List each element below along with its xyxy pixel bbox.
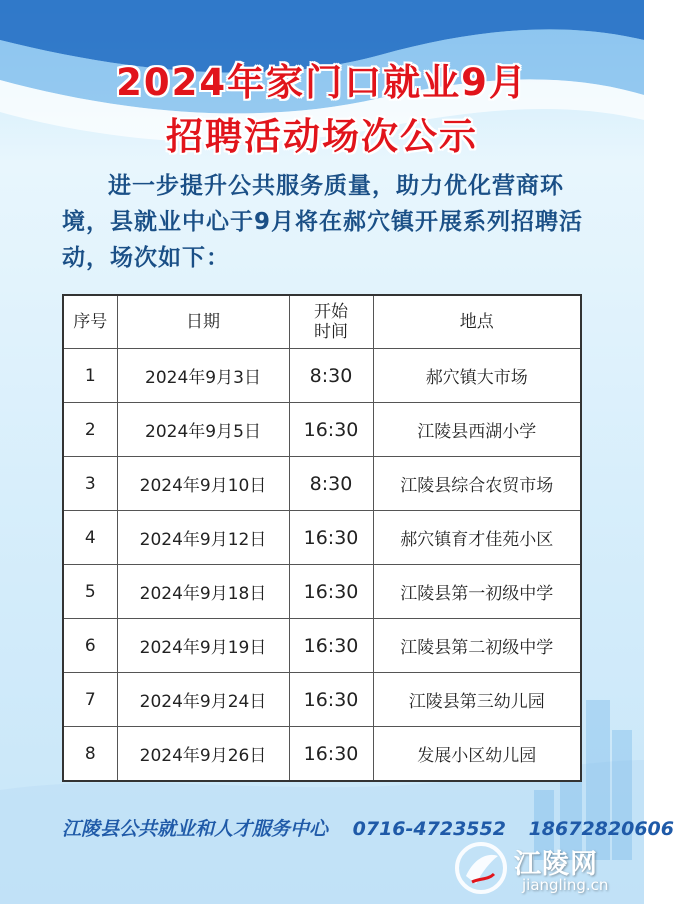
footer-contact <box>62 814 674 841</box>
table-row <box>63 403 581 457</box>
watermark-site-name: 江陵网 <box>514 849 598 880</box>
table-row <box>63 619 581 673</box>
table-row <box>63 511 581 565</box>
footer-phone-landline: 0716-4723552 <box>352 818 506 840</box>
cell-location: 江陵县综合农贸市场 <box>373 457 581 511</box>
header-location: 地点 <box>373 295 581 349</box>
header-index: 序号 <box>63 295 117 349</box>
table-header-row <box>63 295 581 349</box>
cell-location: 郝穴镇育才佳苑小区 <box>373 511 581 565</box>
cell-date: 2024年9月3日 <box>117 349 289 403</box>
cell-index: 8 <box>63 727 117 782</box>
cell-location: 江陵县第二初级中学 <box>373 619 581 673</box>
table-row <box>63 727 581 782</box>
cell-time: 16:30 <box>289 403 373 457</box>
footer-organization: 江陵县公共就业和人才服务中心 <box>62 818 329 840</box>
cell-index: 2 <box>63 403 117 457</box>
jiangling-logo-icon <box>452 838 510 898</box>
cell-date: 2024年9月18日 <box>117 565 289 619</box>
cell-date: 2024年9月24日 <box>117 673 289 727</box>
cell-index: 3 <box>63 457 117 511</box>
header-start-time <box>289 295 373 349</box>
table-row <box>63 565 581 619</box>
cell-date: 2024年9月26日 <box>117 727 289 782</box>
table-row <box>63 673 581 727</box>
cell-date: 2024年9月5日 <box>117 403 289 457</box>
cell-index: 6 <box>63 619 117 673</box>
cell-index: 1 <box>63 349 117 403</box>
site-watermark <box>452 838 640 900</box>
cell-time: 16:30 <box>289 565 373 619</box>
table-row <box>63 349 581 403</box>
cell-time: 16:30 <box>289 511 373 565</box>
header-start-time-line2: 时间 <box>314 322 348 342</box>
schedule-table <box>62 294 582 782</box>
cell-time: 16:30 <box>289 619 373 673</box>
cell-time: 8:30 <box>289 457 373 511</box>
header-date: 日期 <box>117 295 289 349</box>
cell-location: 发展小区幼儿园 <box>373 727 581 782</box>
cell-location: 江陵县西湖小学 <box>373 403 581 457</box>
watermark-domain: jiangling.cn <box>522 876 609 894</box>
cell-date: 2024年9月19日 <box>117 619 289 673</box>
intro-paragraph: 进一步提升公共服务质量，助力优化营商环境，县就业中心于9月将在郝穴镇开展系列招聘活动，场次如下： <box>62 173 584 271</box>
footer-phone-mobile: 18672820606 <box>528 818 674 840</box>
page-title-line-1: 2024年家门口就业9月 <box>116 61 528 104</box>
cell-time: 8:30 <box>289 349 373 403</box>
cell-date: 2024年9月12日 <box>117 511 289 565</box>
cell-index: 5 <box>63 565 117 619</box>
header-start-time-line1: 开始 <box>314 302 348 322</box>
cell-date: 2024年9月10日 <box>117 457 289 511</box>
page-title-line-2: 招聘活动场次公示 <box>166 115 478 158</box>
cell-index: 7 <box>63 673 117 727</box>
cell-location: 江陵县第一初级中学 <box>373 565 581 619</box>
cell-time: 16:30 <box>289 673 373 727</box>
table-row <box>63 457 581 511</box>
cell-time: 16:30 <box>289 727 373 782</box>
cell-location: 江陵县第三幼儿园 <box>373 673 581 727</box>
cell-location: 郝穴镇大市场 <box>373 349 581 403</box>
cell-index: 4 <box>63 511 117 565</box>
